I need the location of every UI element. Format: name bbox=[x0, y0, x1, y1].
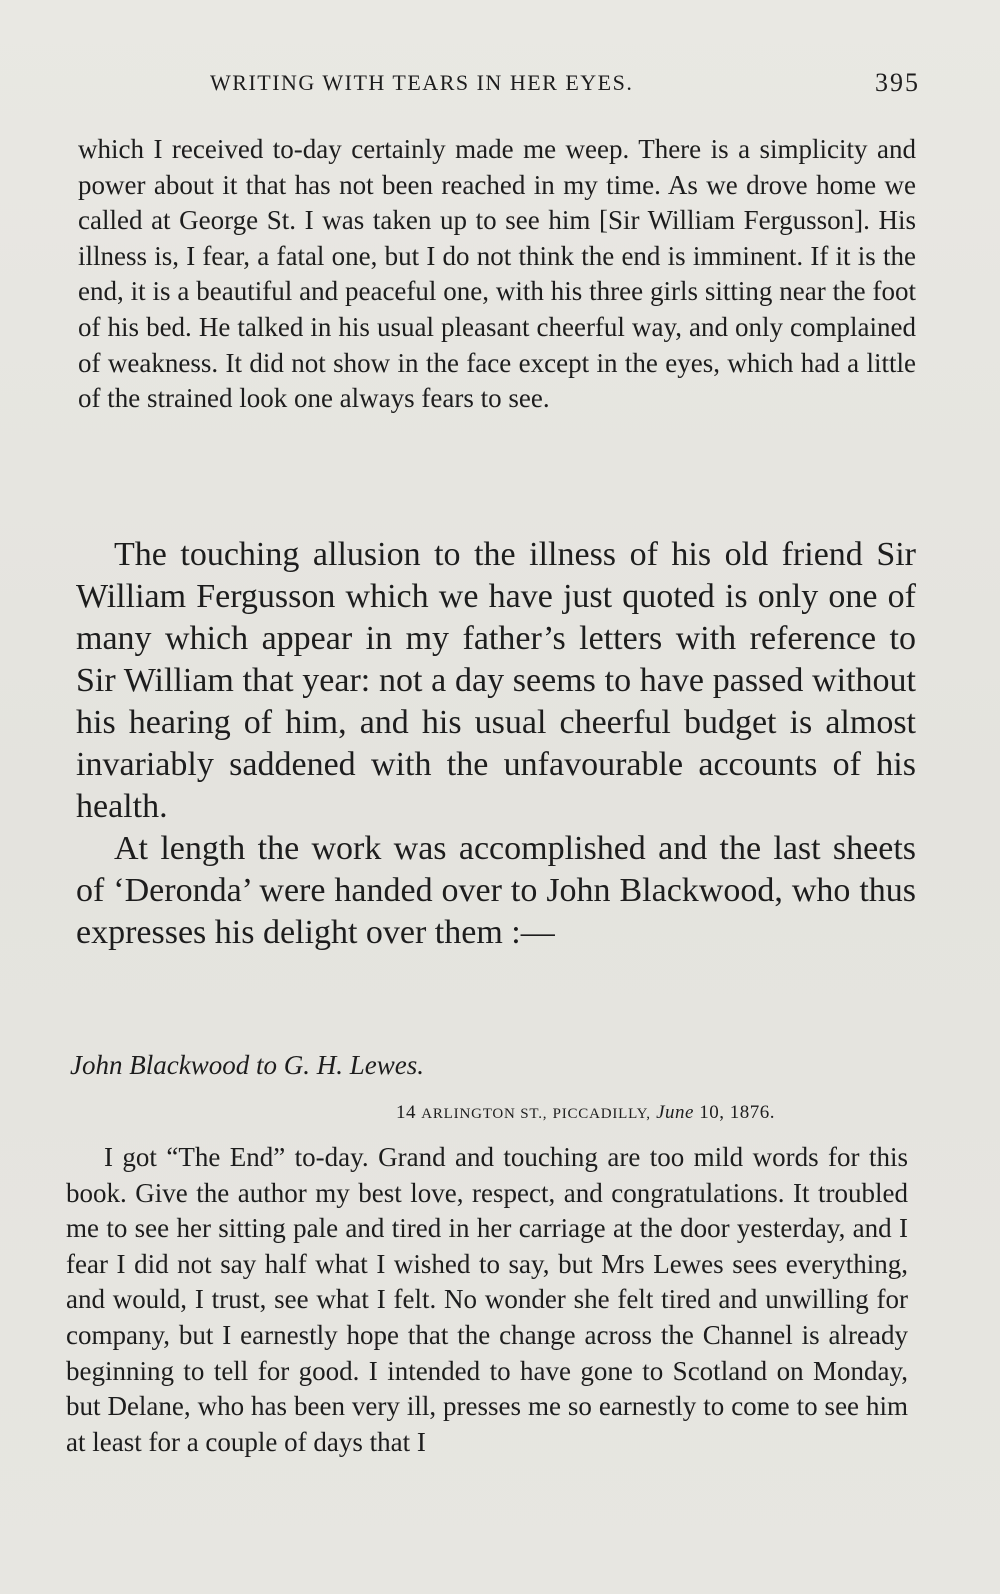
address-street: ARLINGTON ST., bbox=[421, 1106, 548, 1122]
address-month: June bbox=[656, 1102, 694, 1123]
narrative-section bbox=[76, 534, 916, 954]
second-letter-body: I got “The End” to-day. Grand and touching are too mild words for this book. Give the author my best love, respect, and congratulations. It troubled me to see her sitting pale and tired in her carriage at the door yesterday, and I fear I did not say half what I wished to say, but Mrs Lewes sees everything, and would, I trust, see what I felt. No wonder she felt tired and unwilling for company, but I earnestly hope that the change across the Channel is already beginning to tell for good. I intended to have gone to Scotland on Monday, but Delane, who has been very ill, presses me so earnestly to come to see him at least for a couple of days that I bbox=[66, 1142, 908, 1457]
address-locality: PICCADILLY, bbox=[552, 1106, 651, 1122]
address-date: 10, 1876. bbox=[699, 1102, 775, 1123]
page-header bbox=[80, 70, 920, 102]
letter-address bbox=[396, 1102, 775, 1124]
address-number: 14 bbox=[396, 1102, 416, 1123]
second-letter bbox=[66, 1140, 908, 1460]
page-number: 395 bbox=[875, 68, 920, 97]
letter-excerpt-text: which I received to-day certainly made me weep. There is a simplicity and power about it that has not been reached in my time. As we drove home we called at George St. I was taken up to see him [Sir William Fergusson]. His illness is, I fear, a fatal one, but I do not think the end is imminent. If it is the end, it is a beautiful and peaceful one, with his three girls sitting near the foot of his bed. He talked in his usual pleasant cheerful way, and only complained of weakness. It did not show in the face except in the eyes, which had a little of the strained look one always fears to see. bbox=[78, 134, 916, 414]
narrative-paragraph-1: The touching allusion to the illness of his old friend Sir William Fergusson which we have just quoted is only one of many which appear in my father’s letters with reference to Sir William that year: not a day seems to have passed without his hearing of him, and his usual cheerful budget is almost invariably saddened with the unfavourable accounts of his health. bbox=[76, 536, 916, 825]
running-title: WRITING WITH TEARS IN HER EYES. bbox=[210, 70, 634, 95]
narrative-paragraph-2: At length the work was accomplished and the last sheets of ‘Deronda’ were handed over to John Blackwood, who thus expresses his delight over them :— bbox=[76, 830, 916, 951]
letter-excerpt bbox=[78, 132, 916, 417]
letter-attribution: John Blackwood to G. H. Lewes. bbox=[70, 1050, 424, 1080]
